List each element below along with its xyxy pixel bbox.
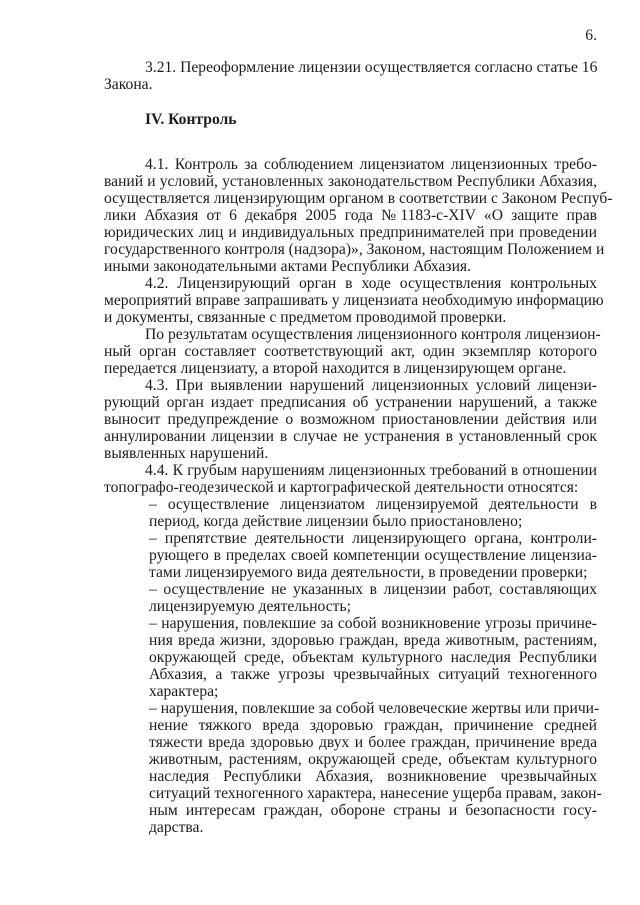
text-line: юридических лиц и индивидуальных предпринимателей при проведении — [104, 224, 597, 241]
text-line: ния вреда жизни, здоровью граждан, вреда животным, растениям, — [149, 632, 597, 649]
page-number: 6. — [585, 27, 597, 44]
text-line: 4.2. Лицензирующий орган в ходе осуществления контрольных — [145, 275, 597, 292]
text-line: ным интересам граждан, обороне страны и безопасности госу- — [149, 802, 597, 819]
text-line: 3.21. Переоформление лицензии осуществляется согласно статье 16 — [145, 59, 598, 76]
paragraph-3-21 — [104, 59, 597, 93]
text-line: – препятствие деятельности лицензирующего органа, контроли- — [149, 530, 597, 547]
text-line: 4.3. При выявлении нарушений лицензионных условий лицензи- — [145, 377, 597, 394]
text-line: – осуществление не указанных в лицензии работ, составляющих — [149, 581, 597, 598]
paragraph-4-3 — [104, 377, 597, 462]
text-line: ваний и условий, установленных законодательством Республики Абхазия, — [104, 173, 597, 190]
text-line: тяжести вреда здоровью двух и более граждан, причинение вреда — [149, 734, 597, 751]
paragraph-4-2-results — [104, 326, 601, 377]
text-line: животным, растениям, окружающей среде, объектам культурного — [149, 751, 597, 768]
violations-list — [149, 496, 602, 836]
list-item — [149, 581, 597, 615]
list-item — [149, 700, 602, 836]
text-line: тами лицензируемого вида деятельности, в проведении проверки; — [149, 564, 588, 581]
text-line: – осуществление лицензиатом лицензируемой деятельности в — [149, 496, 597, 513]
text-line: лицензируемую деятельность; — [149, 598, 351, 615]
text-line: аннулировании лицензии в случае не устранения в установленный срок — [104, 428, 597, 445]
text-line: выявленных нарушений. — [104, 445, 269, 462]
text-line: – нарушения, повлекшие за собой человеческие жертвы или причи- — [149, 700, 600, 717]
paragraph-4-2 — [104, 275, 604, 326]
text-line: ситуаций техногенного характера, нанесение ущерба правам, закон- — [149, 785, 602, 802]
text-line: выносит предупреждение о возможном приостановлении действия или — [104, 411, 597, 428]
text-line: Абхазия, а также угрозы чрезвычайных ситуаций техногенного — [149, 666, 597, 683]
section-heading: IV. Контроль — [145, 111, 237, 128]
text-line: топографо-геодезической и картографической деятельности относятся: — [104, 479, 579, 496]
text-line: иными законодательными актами Республики Абхазия. — [104, 258, 471, 275]
text-line: осуществляется лицензирующим органом в соответствии с Законом Респуб- — [104, 190, 613, 207]
text-line: окружающей среде, объектам культурного наследия Республики — [149, 649, 597, 666]
text-line: Закона. — [104, 76, 153, 93]
text-line: По результатам осуществления лицензионного контроля лицензион- — [145, 326, 601, 343]
text-line: 4.1. Контроль за соблюдением лицензиатом лицензионных требо- — [145, 156, 597, 173]
text-line: мероприятий вправе запрашивать у лицензиата необходимую информацию — [104, 292, 604, 309]
paragraph-4-4 — [104, 462, 597, 496]
text-line: нение тяжкого вреда здоровью граждан, причинение средней — [149, 717, 597, 734]
list-item — [149, 615, 597, 700]
text-line: ный орган составляет соответствующий акт, один экземпляр которого — [104, 343, 597, 360]
paragraph-4-1 — [104, 156, 613, 275]
list-item — [149, 496, 597, 530]
text-line: рующего в пределах своей компетенции осуществление лицензиа- — [149, 547, 597, 564]
text-line: период, когда действие лицензии было приостановлено; — [149, 513, 523, 530]
text-line: дарства. — [149, 819, 204, 836]
text-line: государственного контроля (надзора)», Законом, настоящим Положением и — [104, 241, 605, 258]
text-line: и документы, связанные с предметом проводимой проверки. — [104, 309, 507, 326]
text-line: наследия Республики Абхазия, возникновение чрезвычайных — [149, 768, 597, 785]
text-line: лики Абхазия от 6 декабря 2005 года №1183-с-XIV «О защите прав — [104, 207, 597, 224]
text-line: 4.4. К грубым нарушениям лицензионных требований в отношении — [145, 462, 597, 479]
list-item — [149, 530, 597, 581]
text-line: – нарушения, повлекшие за собой возникновение угрозы причине- — [149, 615, 597, 632]
text-line: характера; — [149, 683, 219, 700]
text-line: рующий орган издает предписания об устранении нарушений, а также — [104, 394, 597, 411]
text-line: передается лицензиату, а второй находится в лицензирующем органе. — [104, 360, 567, 377]
